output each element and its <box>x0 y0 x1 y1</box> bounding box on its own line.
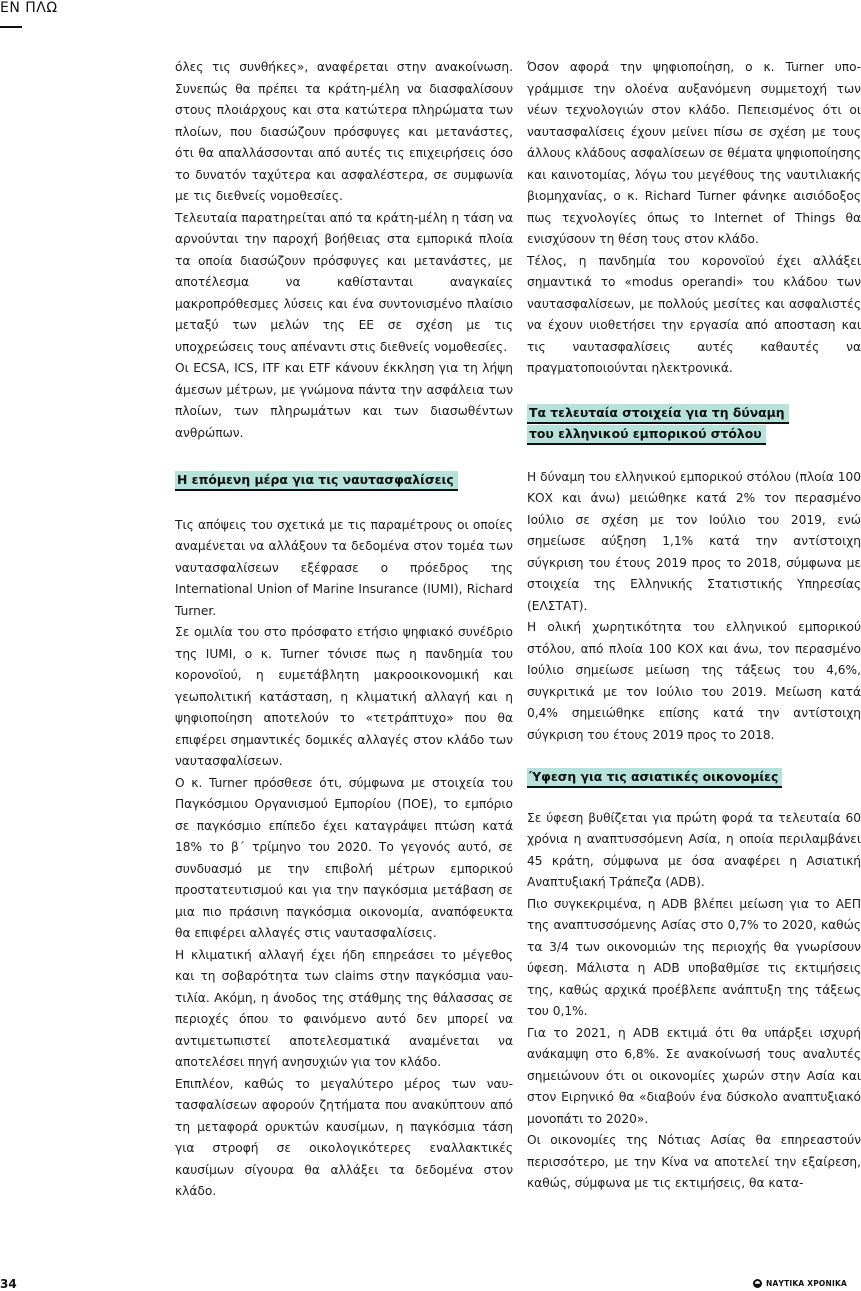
paragraph: Επιπλέον, καθώς το μεγαλύτερο μέρος των ναυτασφαλίσεων αφορούν ζητήματα που ανακύπτουν από τη μεταφορά ορυκτών καυσίμων, η παγκόσμια τάση για στροφή σε οικολογικότερες εναλλακτικές καυσίμων σίγουρα θα αλλάξει τα δεδομένα στον κλάδο. <box>175 1076 513 1198</box>
paragraph: Οι οικονομίες της Νότιας Ασίας θα επηρεαστούν περισσότερο, με την Κίνα να αποτελεί την εξαίρεση, καθώς, σύμφωνα με τις εκτιμήσεις, θα κατα- <box>527 1133 861 1190</box>
page-number: 34 <box>0 1277 17 1291</box>
right-column <box>527 57 861 1195</box>
paragraph: Οι ECSA, ICS, ITF και ETF κάνουν έκκληση για τη λήψη άμεσων μέτρων, με γνώμονα πάντα την ασφάλεια των πλοίων, των πληρωμάτων και των διασωθέντων ανθρώπων. <box>175 361 513 440</box>
paragraph: Η κλιματική αλλαγή έχει ήδη επηρεάσει το μέγεθος και τη σοβαρότητα των claims στην παγκόσμια ναυτιλία. Ακόμη, η άνοδος της στάθμης της θάλασσας σε περιοχές όπου το φαινόμενο αυτό δεν μπορεί να αντιμετωπιστεί αποτελεσματικά αναμένεται να αποτελέσει πηγή ανησυχιών για τον κλάδο. <box>175 947 513 1069</box>
section-heading-asia <box>527 766 861 788</box>
paragraph: Τις απόψεις του σχετικά με τις παραμέτρους οι οποίες αναμένεται να αλλάξουν τα δεδομένα στον τομέα των ναυτασφαλίσεων εξέφρασε ο πρόεδρος της International Union of Marine Insurance (IUMI), Richard Turner. <box>175 517 513 618</box>
heading-text: του ελληνικού εμπορικού στόλου <box>527 425 766 445</box>
paragraph: Τελευταία παρατηρείται από τα κράτη-μέλη η τάση να αρνούνται την παροχή βοήθειας στα εμπορικά πλοία τα οποία διασώζουν πρόσφυγες και μετανάστες, με αποτέλεσμα να καθίστανται αναγκαίες μακροπρόθεσμες λύσεις και ένα συντονισμένο πλαίσιο μεταξύ των μελών της ΕΕ σε σχέση με τις υποχρεώσεις τους απέναντι στις διεθνείς νομοθεσίες. <box>175 210 513 354</box>
heading-text: Η επόμενη μέρα για τις ναυτασφαλίσεις <box>175 471 458 491</box>
publisher-name: ΝΑΥΤΙΚΑ ΧΡΟΝΙΚΑ <box>766 1279 847 1288</box>
paragraph: Τέλος, η πανδημία του κορονοϊού έχει αλλάξει σημαντικά το «modus operandi» του κλάδου των ναυτασφαλίσεων, με πολλούς μεσίτες και ασφαλιστές να έχουν υιοθετήσει την εργασία από αποσταση και τις ναυτασφαλίσεις αυτές καθαυτές να πραγματοποιούνται ηλεκτρονικά. <box>527 253 861 375</box>
paragraph: όλες τις συνθήκες», αναφέρεται στην ανακοίνωση. Συνεπώς θα πρέπει τα κράτη-μέλη να διασφαλίσουν στους πλοιάρχους και στα κατώτερα πληρώματα των πλοίων, που διασώζουν πρόσφυγες και μετανάστες, ότι θα απαλλάσσονται από αυτές τις επιχειρήσεις όσο το δυνατόν ταχύτερα και ασφαλέστερα, σε συμφωνία με τις διεθνείς νομοθεσίες. <box>175 60 513 203</box>
paragraph: Σε ύφεση βυθίζεται για πρώτη φορά τα τελευταία 60 χρόνια η αναπτυσσόμενη Ασία, η οποία περιλαμβάνει 45 κράτη, σύμφωνα με όσα αναφέρει η Ασιατική Αναπτυξιακή Τράπεζα (ADB). <box>527 810 861 889</box>
paragraph: Για το 2021, η ADB εκτιμά ότι θα υπάρξει ισχυρή ανάκαμψη στο 6,8%. Σε ανακοίνωσή τους αναλυτές σημειώνουν ότι οι οικονομίες χωρών στην Ασία και στον Ειρηνικό θα «διαβούν ένα δύσκολο αναπτυξιακό μονοπάτι το 2020». <box>527 1025 861 1126</box>
left-column <box>175 57 513 1203</box>
paragraph: Ο κ. Turner πρόσθεσε ότι, σύμφωνα με στοιχεία του Παγκόσμιου Οργανισμού Εμπορίου (ΠΟΕ), το εμπόριο σε παγκόσμιο επίπεδο έχει καταγράψει πτώση κατά 18% το β΄ τρίμηνο του 2020. Το γεγονός αυτό, σε συνδυασμό με την επιβολή μέτρων εμπορικού προστατευτισμού και για την παγκόσμια μετάβαση σε μια πιο πράσινη παγκόσμια οικονομία, αναπόφευκτα θα επιφέρει αλλαγές στις ναυτασφαλίσεις. <box>175 775 513 940</box>
paragraph: Η ολική χωρητικότητα του ελληνικού εμπορικού στόλου, από πλοία 100 ΚΟΧ και άνω, τον περασμένο Ιούλιο σημείωσε μείωση της τάξεως του 4,6%, συγκριτικά με τον Ιούλιο του 2019. Μείωση κατά 0,4% σημειώθηκε επίσης κατά την αντίστοιχη σύγκριση του έτους 2019 προς το 2018. <box>527 620 861 742</box>
paragraph: Σε ομιλία του στο πρόσφατο ετήσιο ψηφιακό συνέδριο της IUMI, ο κ. Turner τόνισε πως η πανδημία του κορονοϊού, η ευμετάβλητη μακροοικονομική και γεωπολιτική κατάσταση, η κλιματική αλλαγή και η ψηφιοποίηση αποτελούν το «τετράπτυχο» που θα επιφέρει σημαντικές δομικές αλλαγές στον κλάδο των ναυτασφαλίσεων. <box>175 625 513 768</box>
section-heading-insurance <box>175 469 513 491</box>
section-heading-fleet <box>527 402 861 445</box>
heading-text: Τα τελευταία στοιχεία για τη δύναμη <box>527 404 789 424</box>
paragraph: Πιο συγκεκριμένα, η ADB βλέπει μείωση για το ΑΕΠ της αναπτυσσόμενης Ασίας στο 0,7% το 2020, καθώς τα 3/4 των οικονομιών της περιοχής θα γνωρίσουν ύφεση. Μάλιστα η ADB υποβαθμίσε τις εκτιμήσεις της, καθώς αρχικά προέβλεπε ανάπτυξη της τάξεως του 0,1%. <box>527 896 861 1018</box>
section-tag-rule <box>0 26 22 28</box>
publisher-logo-icon <box>753 1279 762 1288</box>
heading-text: Ύφεση για τις ασιατικές οικονομίες <box>527 768 782 788</box>
section-tag: ΕΝ ΠΛΩ <box>0 0 58 16</box>
paragraph: Η δύναμη του ελληνικού εμπορικού στόλου (πλοία 100 ΚΟΧ και άνω) μειώθηκε κατά 2% τον περασμένο Ιούλιο σε σχέση με τον Ιούλιο του 2019, ενώ σημείωσε αύξηση 1,1% κατά την αντίστοιχη σύγκριση του έτους 2019 προς το 2018, σύμφωνα με στοιχεία της Ελληνικής Στατιστικής Υπηρεσίας (ΕΛΣΤΑΤ). <box>527 469 861 613</box>
publisher-mark <box>753 1279 847 1288</box>
paragraph: Όσον αφορά την ψηφιοποίηση, ο κ. Turner υπογράμμισε την ολοένα αυξανόμενη συμμετοχή των νέων τεχνολογιών στον κλάδο. Πεπεισμένος ότι οι ναυτασφαλίσεις έχουν μείνει πίσω σε σχέση με τους άλλους κλάδους ασφαλίσεων σε θέματα ψηφιοποίησης και καινοτομίας, λόγω του μεγέθους της ναυτιλιακής βιομηχανίας, ο κ. Richard Turner φάνηκε αισιόδοξος πως τεχνολογίες όπως το Internet of Things θα ενισχύσουν τη θέση τους στον κλάδο. <box>527 60 861 246</box>
